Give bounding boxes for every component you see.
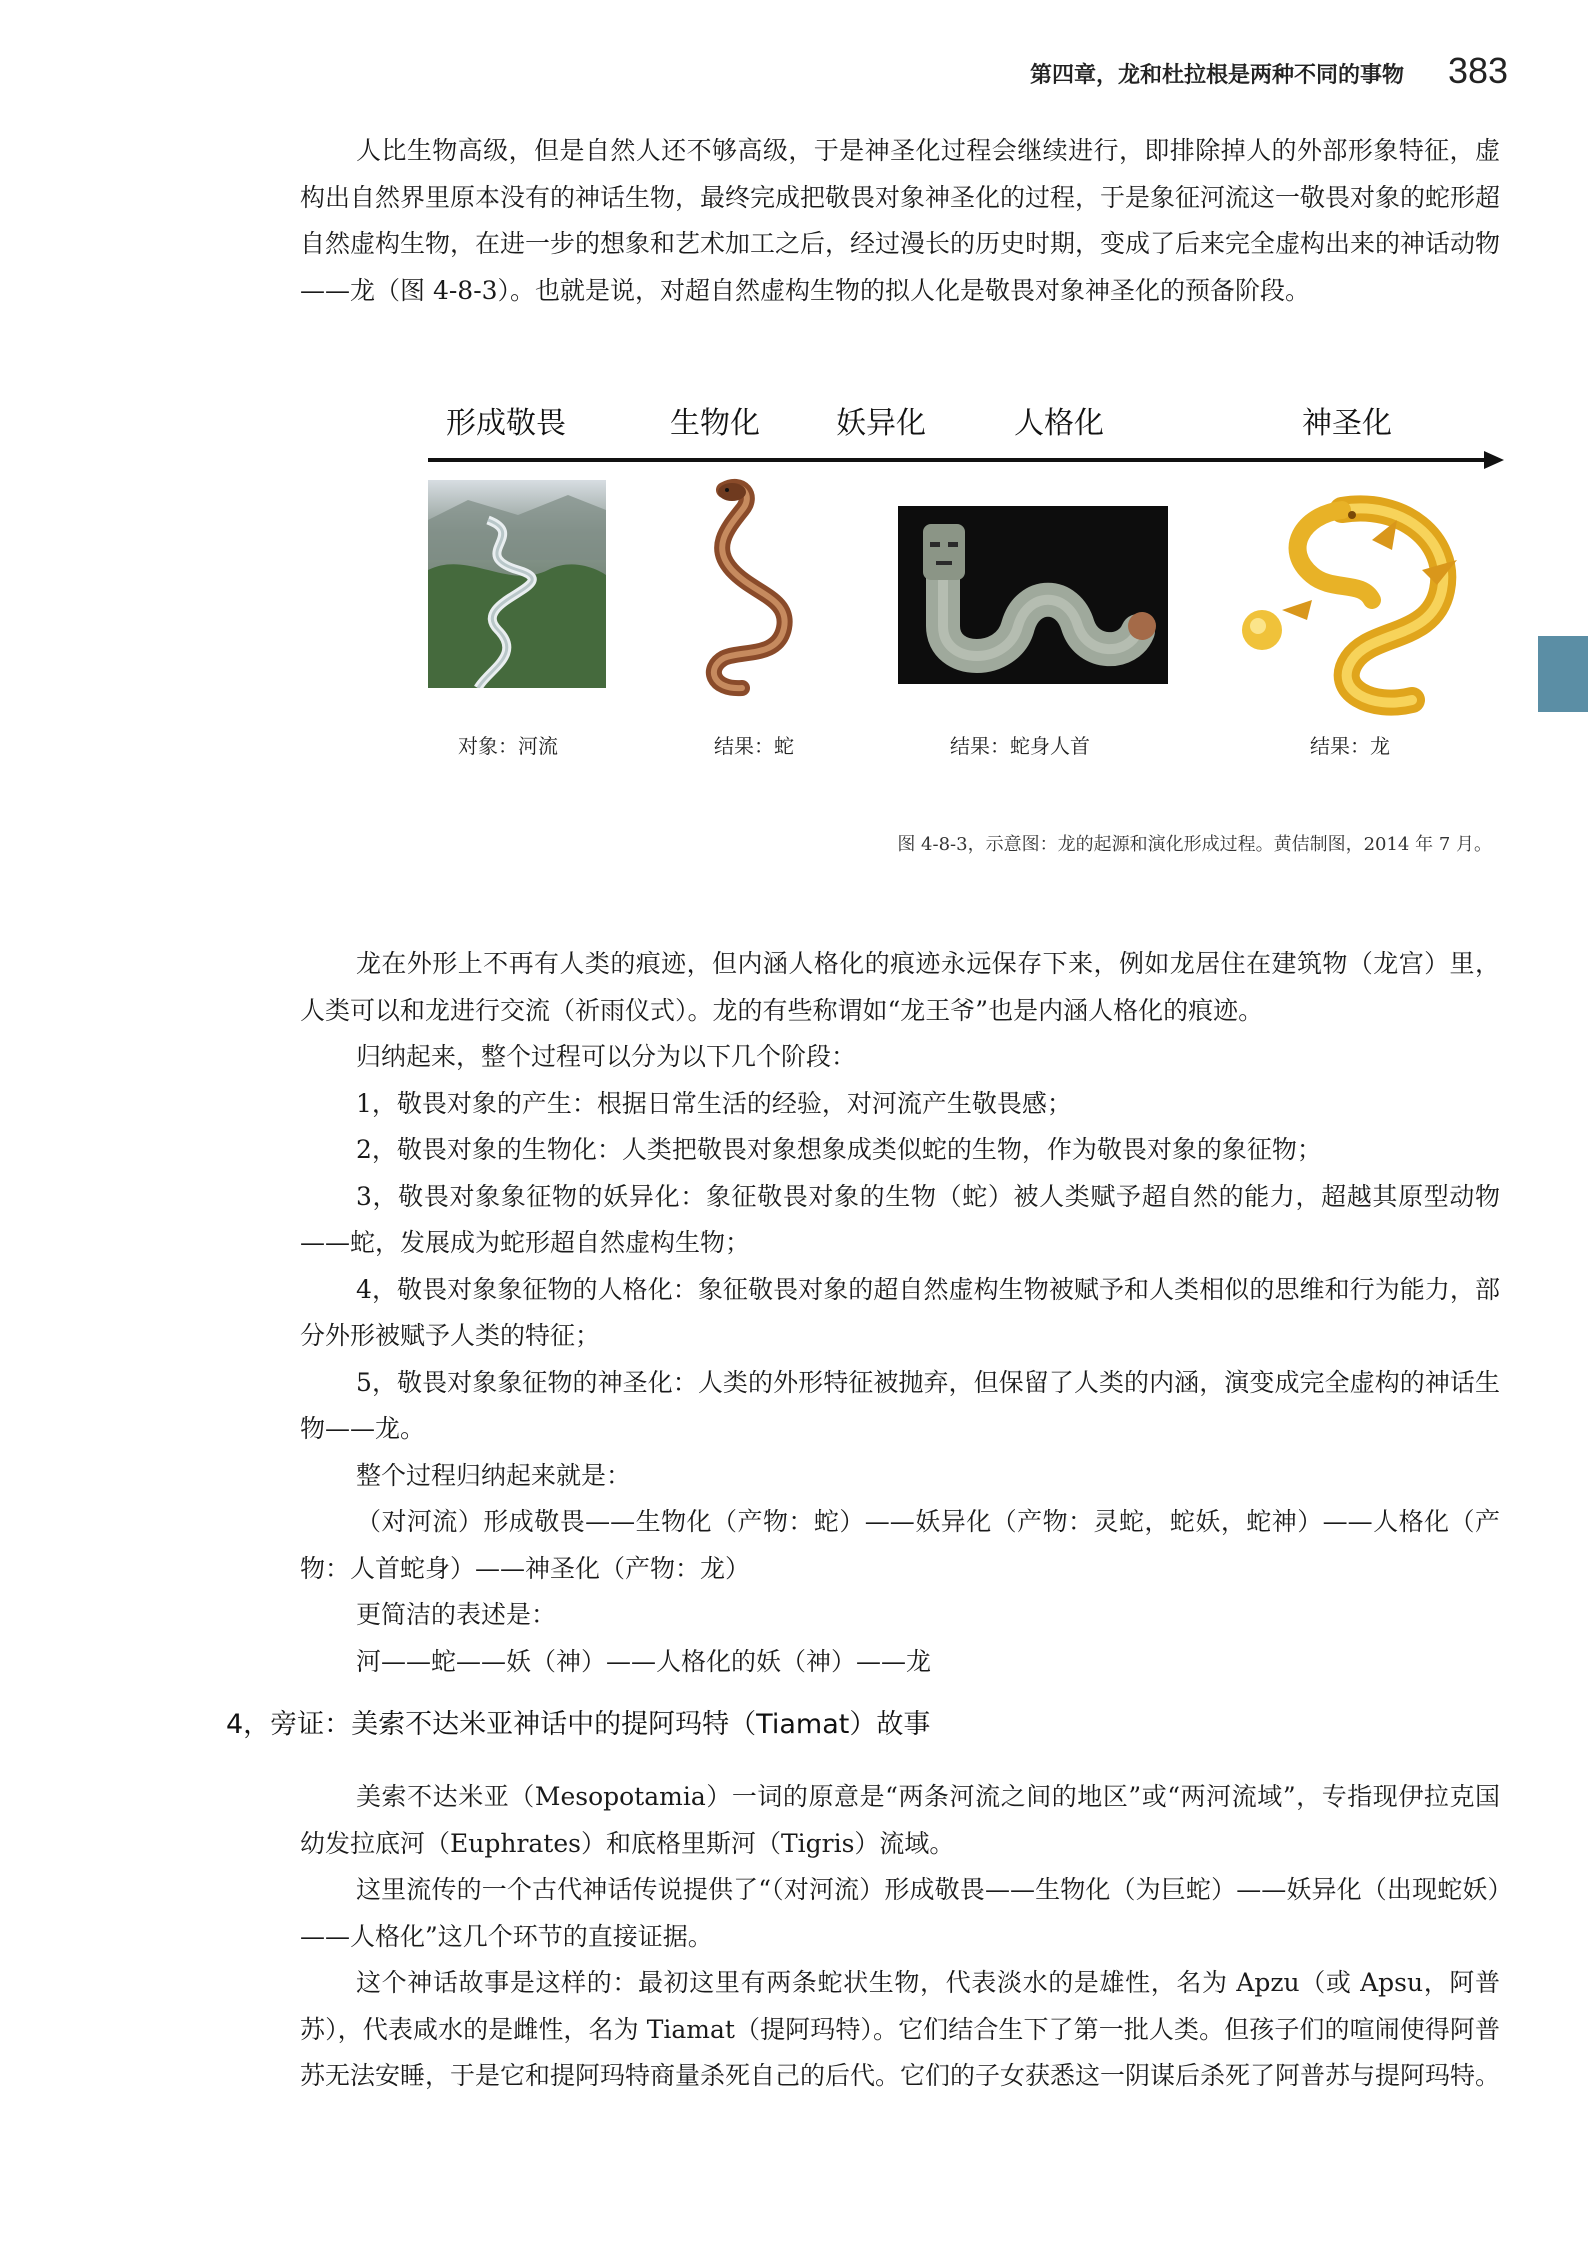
golden-dragon-photo bbox=[1222, 480, 1478, 720]
paragraph: 河——蛇——妖（神）——人格化的妖（神）——龙 bbox=[356, 1646, 932, 1676]
chapter-title: 第四章，龙和杜拉根是两种不同的事物 bbox=[1030, 63, 1405, 88]
paragraph: 这里流传的一个古代神话传说提供了“（对河流）形成敬畏——生物化（为巨蛇）——妖异化（出现蛇妖）——人格化”这几个环节的直接证据。 bbox=[300, 1875, 1500, 1951]
caption-river: 对象：河流 bbox=[458, 734, 558, 758]
paragraph: 更简洁的表述是： bbox=[356, 1600, 557, 1629]
snake-photo bbox=[672, 478, 814, 698]
chapter-side-tab bbox=[1538, 636, 1588, 712]
section-heading: 4，旁证：美索不达米亚神话中的提阿玛特（Tiamat）故事 bbox=[226, 1709, 931, 1740]
list-item: 2，敬畏对象的生物化：人类把敬畏对象想象成类似蛇的生物，作为敬畏对象的象征物； bbox=[356, 1135, 1322, 1164]
stage-label-biologize: 生物化 bbox=[670, 406, 760, 441]
intro-text bbox=[300, 128, 1500, 314]
list-item: 5，敬畏对象象征物的神圣化：人类的外形特征被抛弃，但保留了人类的内涵，演变成完全虚构的神话生物——龙。 bbox=[300, 1367, 1500, 1443]
list-item: 1，敬畏对象的产生：根据日常生活的经验，对河流产生敬畏感； bbox=[356, 1088, 1072, 1118]
list-item: 3，敬畏对象象征物的妖异化：象征敬畏对象的生物（蛇）被人类赋予超自然的能力，超越其原型动物——蛇，发展成为蛇形超自然虚构生物； bbox=[300, 1181, 1500, 1257]
body-text bbox=[300, 941, 1500, 1685]
stage-label-awe: 形成敬畏 bbox=[446, 406, 566, 441]
paragraph: （对河流）形成敬畏——生物化（产物：蛇）——妖异化（产物：灵蛇，蛇妖，蛇神）——人格化（产物：人首蛇身）——神圣化（产物：龙） bbox=[300, 1507, 1500, 1583]
river-photo bbox=[428, 480, 606, 688]
process-arrow-line bbox=[428, 458, 1488, 462]
caption-serpent-human: 结果：蛇身人首 bbox=[950, 734, 1090, 758]
paragraph: 这个神话故事是这样的：最初这里有两条蛇状生物，代表淡水的是雄性，名为 Apzu（或 Apsu，阿普苏），代表咸水的是雌性，名为 Tiamat（提阿玛特）。它们结合生下了第一批人类。但孩子们的喧闹使得阿普苏无法安睡，于是它和提阿玛特商量杀死自己的后代。它们的子女获悉这一阴谋后杀死了阿普苏与提阿玛特。 bbox=[300, 1968, 1501, 2090]
paragraph: 归纳起来，整个过程可以分为以下几个阶段： bbox=[356, 1042, 857, 1071]
intro-paragraph: 人比生物高级，但是自然人还不够高级，于是神圣化过程会继续进行，即排除掉人的外部形象特征，虚构出自然界里原本没有的神话生物，最终完成把敬畏对象神圣化的过程，于是象征河流这一敬畏对象的蛇形超自然虚构生物，在进一步的想象和艺术加工之后，经过漫长的历史时期，变成了后来完全虚构出来的神话动物——龙（图 4-8-3）。也就是说，对超自然虚构生物的拟人化是敬畏对象神圣化的预备阶段。 bbox=[300, 136, 1501, 305]
stage-label-personify: 人格化 bbox=[1014, 406, 1104, 441]
section-text bbox=[300, 1774, 1500, 2100]
paragraph: 龙在外形上不再有人类的痕迹，但内涵人格化的痕迹永远保存下来，例如龙居住在建筑物（龙宫）里，人类可以和龙进行交流（祈雨仪式）。龙的有些称谓如“龙王爷”也是内涵人格化的痕迹。 bbox=[300, 949, 1500, 1025]
stage-label-sanctify: 神圣化 bbox=[1302, 406, 1392, 441]
jade-serpent-photo bbox=[898, 506, 1168, 684]
arrow-head-icon bbox=[1484, 451, 1504, 469]
stage-label-demonize: 妖异化 bbox=[836, 406, 926, 441]
list-item: 4，敬畏对象象征物的人格化：象征敬畏对象的超自然虚构生物被赋予和人类相似的思维和行为能力，部分外形被赋予人类的特征； bbox=[300, 1274, 1500, 1350]
paragraph: 整个过程归纳起来就是： bbox=[356, 1460, 632, 1490]
paragraph: 美索不达米亚（Mesopotamia）一词的原意是“两条河流之间的地区”或“两河流域”，专指现伊拉克国幼发拉底河（Euphrates）和底格里斯河（Tigris）流域。 bbox=[300, 1782, 1500, 1858]
page-number: 383 bbox=[1448, 50, 1509, 91]
caption-snake: 结果：蛇 bbox=[714, 734, 794, 758]
figure-caption-note: 图 4-8-3，示意图：龙的起源和演化形成过程。黄佶制图，2014 年 7 月。 bbox=[897, 834, 1492, 855]
caption-dragon: 结果：龙 bbox=[1310, 734, 1390, 758]
